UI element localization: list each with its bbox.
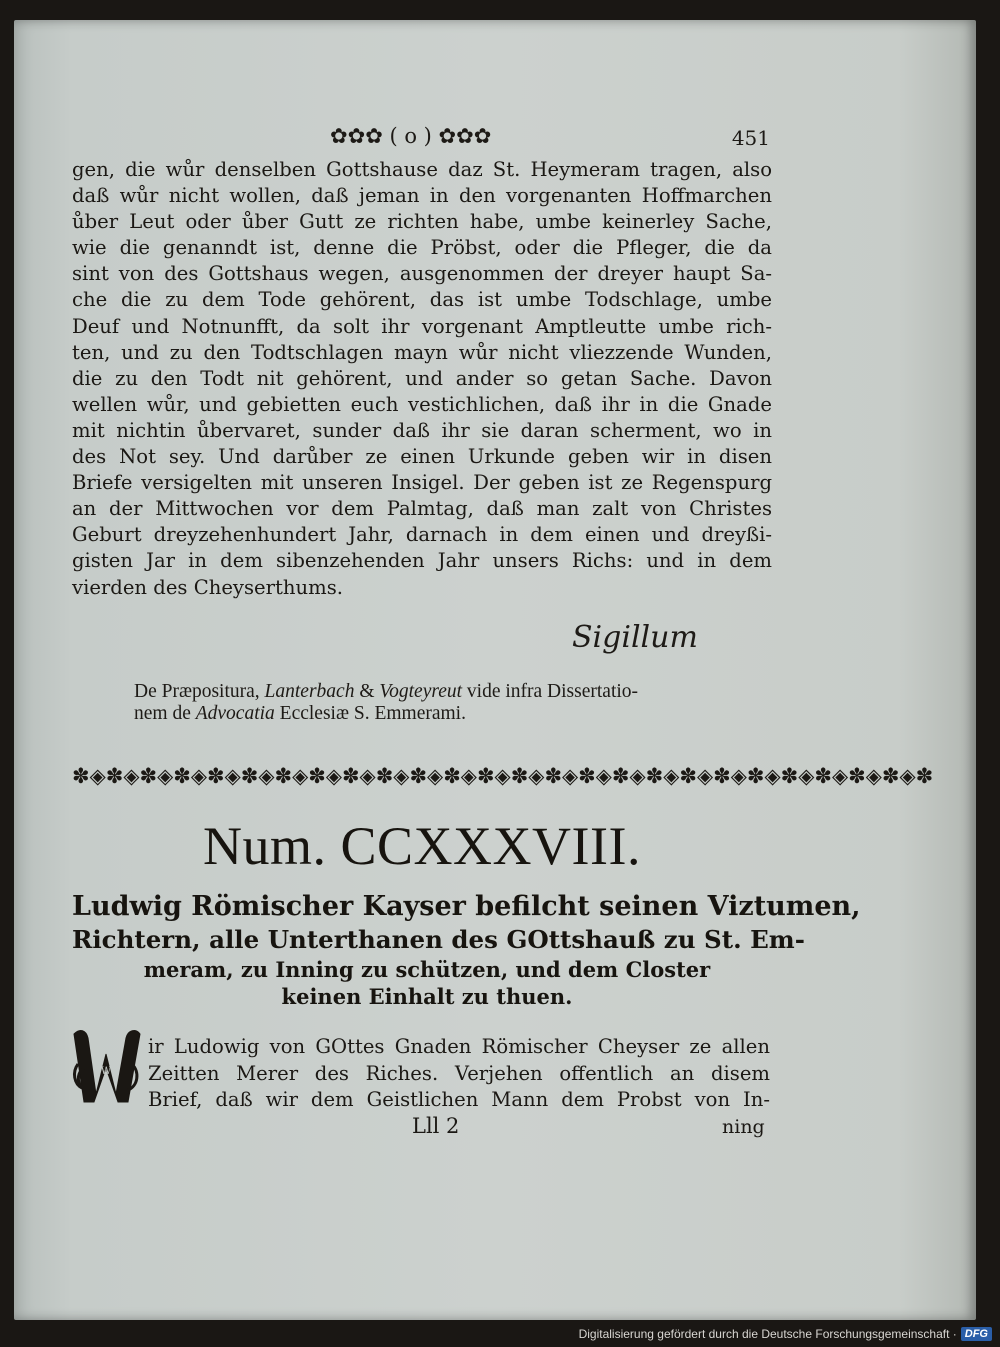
text-line: gen, die wůr denselben Gottshause daz St. Heymeram tragen, also xyxy=(72,158,772,181)
heading-line: Richtern, alle Unterthanen des GOttshauß zu St. Em- xyxy=(72,925,805,954)
text-line: sint von des Gottshaus wegen, ausgenommen der dreyer haupt Sa- xyxy=(72,262,772,286)
note-text: vide infra Dissertatio- xyxy=(466,681,639,702)
document-number-title: Num. CCXXXVIII. xyxy=(203,816,641,876)
decorated-initial-letter xyxy=(70,1024,142,1110)
document-heading xyxy=(72,890,861,1010)
text-line: des Not sey. Und darůber ze einen Urkunde geben wir in disen xyxy=(72,445,772,469)
note-text: & xyxy=(359,681,375,702)
initial-letter-text: W xyxy=(100,1066,112,1077)
text-line: Deuf und Notnunfft, da solt ihr vorgenant Amptleutte umbe rich- xyxy=(72,314,772,338)
text-line: Geburt dreyzehenhundert Jahr, darnach in dem einen und dreyßi- xyxy=(72,523,772,547)
text-line: wellen wůr, und gebietten euch vestichlichen, daß ihr in die Gnade xyxy=(72,392,772,416)
page-number: 451 xyxy=(731,126,770,150)
text-line: an der Mittwochen vor dem Palmtag, daß man zalt von Christes xyxy=(72,497,772,521)
sigillum-label: Sigillum xyxy=(572,620,698,655)
heading-line: meram, zu Inning zu schützen, und dem Closter xyxy=(143,957,711,982)
text-line: che die zu dem Tode gehörent, das ist umbe Todschlage, umbe xyxy=(72,288,772,312)
initial-w-icon xyxy=(70,1024,142,1110)
text-line: mit nichtin ůbervaret, sunder daß ihr sie daran scherment, wo in xyxy=(72,418,772,442)
text-line: die zu den Todt nit gehörent, und ander so getan Sache. Davon xyxy=(72,366,772,390)
page-header xyxy=(330,124,770,154)
note-line-2 xyxy=(134,703,770,725)
text-line: ůber Leut oder ůber Gutt ze richten habe, umbe keinerley Sache, xyxy=(72,210,772,234)
text-line: ten, und zu den Todtschlagen mayn wůr nicht vliezzende Wunden, xyxy=(72,340,772,364)
note-text: nem de xyxy=(134,703,191,724)
text-line: gisten Jar in dem sibenzehenden Jahr unsers Richs: und in dem xyxy=(72,549,772,573)
note-place-name: Lanterbach xyxy=(264,681,355,702)
cross-reference-note xyxy=(134,681,770,725)
main-text-block xyxy=(72,157,772,601)
dfg-logo: DFG xyxy=(961,1327,992,1341)
ornamental-rule: ✽◈✽◈✽◈✽◈✽◈✽◈✽◈✽◈✽◈✽◈✽◈✽◈✽◈✽◈✽◈✽◈✽◈✽◈✽◈✽◈✽◈✽◈✽◈✽◈✽◈✽ xyxy=(72,764,934,788)
text-line: wie die genanndt ist, denne die Pröbst, oder die Pfleger, die da xyxy=(72,236,772,260)
note-line-1 xyxy=(134,681,770,703)
heading-line: Ludwig Römischer Kayser befilcht seinen Viztumen, xyxy=(72,891,861,922)
note-text: Ecclesiæ S. Emmerami. xyxy=(279,703,466,724)
text-line: Briefe versigelten mit unseren Insigel. Der geben ist ze Regenspurg xyxy=(72,471,772,495)
header-ornament: ✿✿✿ ( o ) ✿✿✿ xyxy=(330,124,492,148)
document-intro-text xyxy=(148,1034,770,1114)
intro-line: Zeitten Merer des Riches. Verjehen offentlich an disem xyxy=(148,1061,770,1085)
intro-line: Brief, daß wir dem Geistlichen Mann dem Probst von In- xyxy=(148,1088,770,1111)
note-text: De Præpositura, xyxy=(134,681,260,702)
note-place-name: Vogteyreut xyxy=(379,681,463,702)
footer-credit xyxy=(579,1325,992,1343)
heading-line: keinen Einhalt zu thuen. xyxy=(281,984,573,1009)
note-emphasis: Advocatia xyxy=(195,703,275,724)
catchword: ning xyxy=(722,1116,765,1138)
footer-text: Digitalisierung gefördert durch die Deutsche Forschungsgemeinschaft · xyxy=(578,1327,957,1341)
intro-line: ir Ludowig von GOttes Gnaden Römischer Cheyser ze allen xyxy=(148,1035,770,1058)
text-line: daß wůr nicht wollen, daß jeman in den vorgenanten Hoffmarchen xyxy=(72,184,772,208)
text-line: vierden des Cheyserthums. xyxy=(72,575,343,599)
signature-mark: Lll 2 xyxy=(412,1114,460,1138)
